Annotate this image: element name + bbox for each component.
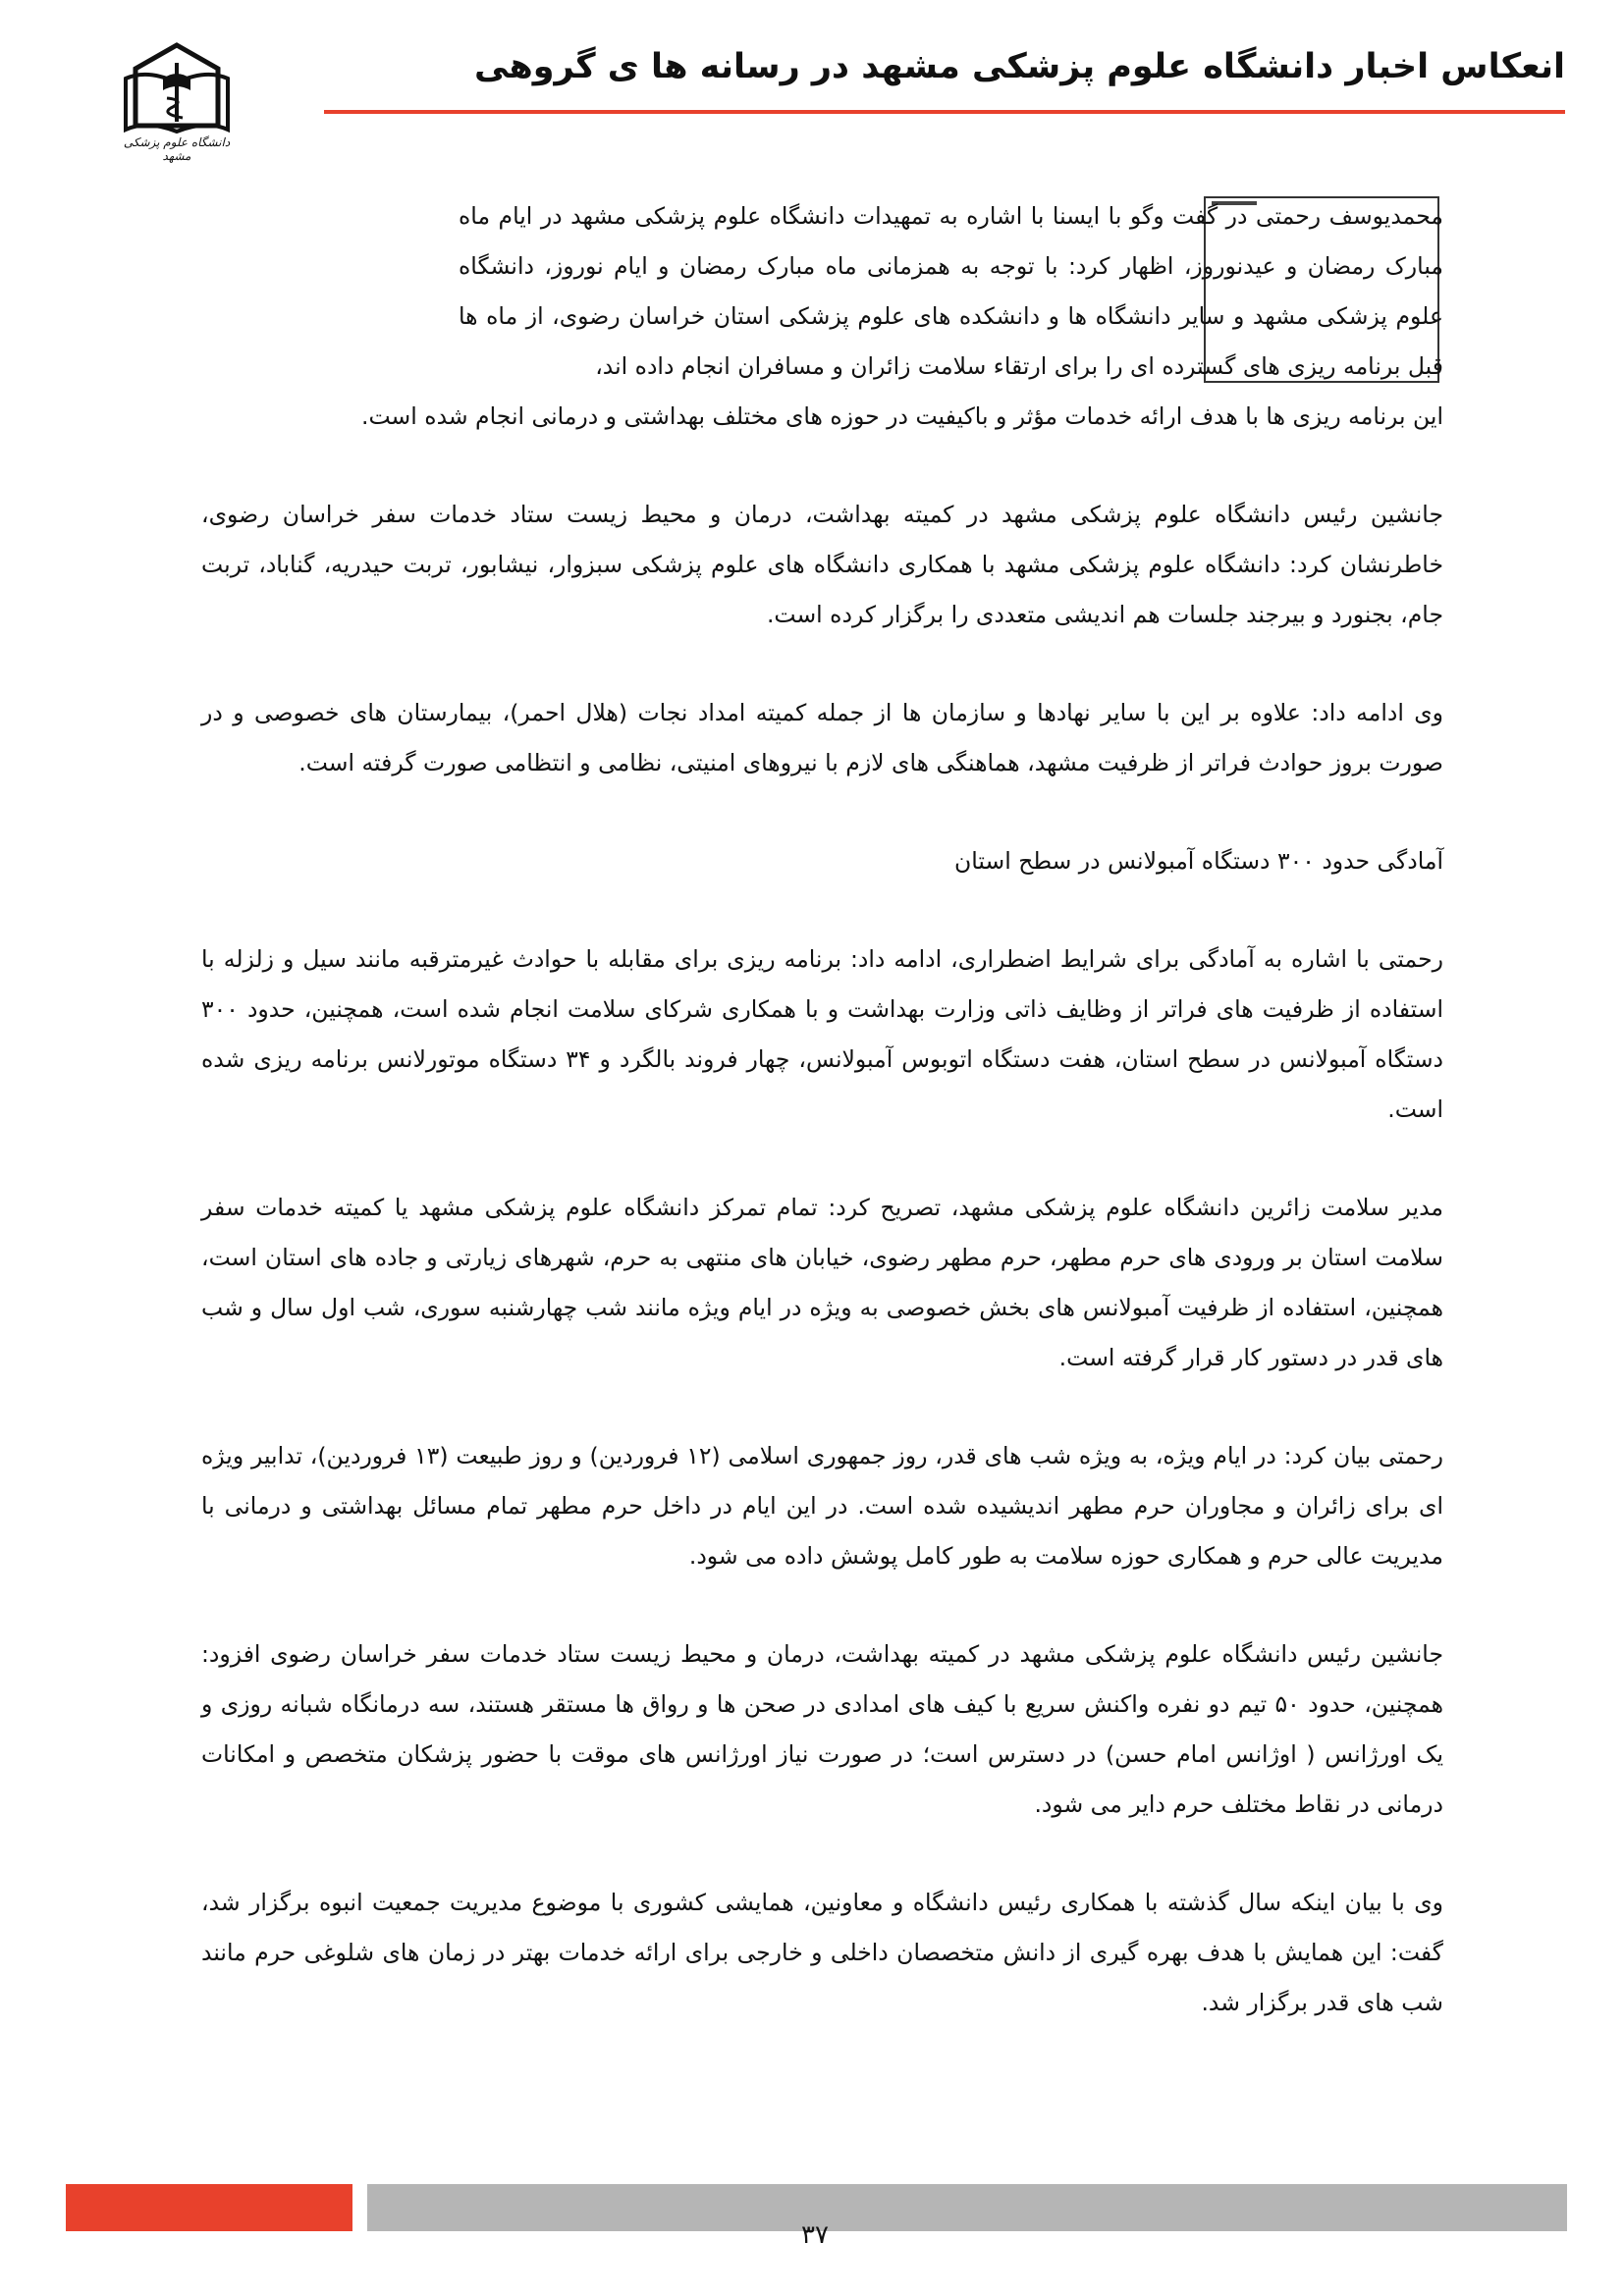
article-body [201, 191, 1443, 2076]
paragraph-5: مدیر سلامت زائرین دانشگاه علوم پزشکی مشهد، تصریح کرد: تمام تمرکز دانشگاه علوم پزشکی مشهد یا کمیته خدمات سفر سلامت استان بر ورودی های حرم مطهر، حرم مطهر رضوی، خیابان های منتهی به حرم، شهرهای زیارتی و جاده های استان است، همچنین، استفاده از ظرفیت آمبولانس های بخش خصوصی به ویژه در ایام ویژه مانند شب چهارشنبه سوری، شب اول سال و شب های قدر در دستور کار قرار گرفته است. [201, 1194, 1443, 1371]
paragraph-1-wrapped: محمدیوسف رحمتی در گفت وگو با ایسنا با اشاره به تمهیدات دانشگاه علوم پزشکی مشهد در ایام ماه مبارک رمضان و عیدنوروز، اظهار کرد: با توجه به همزمانی ماه مبارک رمضان و ایام نوروز، دانشگاه علوم پزشکی مشهد و سایر دانشگاه ها و دانشکده های علوم پزشکی استان خراسان رضوی، از ماه ها قبل برنامه ریزی های گسترده ای را برای ارتقاء سلامت زائران و مسافران انجام داده اند، [459, 202, 1443, 380]
section-subheading: آمادگی حدود ۳۰۰ دستگاه آمبولانس در سطح استان [954, 847, 1443, 875]
paragraph-4: رحمتی با اشاره به آمادگی برای شرایط اضطراری، ادامه داد: برنامه ریزی برای مقابله با حوادث غیرمترقبه مانند سیل و زلزله با استفاده از ظرفیت های فراتر از وظایف ذاتی وزارت بهداشت و با همکاری شرکای سلامت انجام شده است، همچنین، حدود ۳۰۰ دستگاه آمبولانس در سطح استان، هفت دستگاه اتوبوس آمبولانس، چهار فروند بالگرد و ۳۴ دستگاه موتورلانس برنامه ریزی شده است. [201, 945, 1443, 1123]
paragraph-7: جانشین رئیس دانشگاه علوم پزشکی مشهد در کمیته بهداشت، درمان و محیط زیست ستاد خدمات سفر خراسان رضوی افزود: همچنین، حدود ۵۰ تیم دو نفره واکنش سریع با کیف های امدادی در صحن ها و رواق ها مستقر هستند، سه درمانگاه شبانه روزی و یک اورژانس ( اوژانس امام حسن) در دسترس است؛ در صورت نیاز اورژانس های موقت با حضور پزشکان متخصص و امکانات درمانی در نقاط مختلف حرم دایر می شود. [201, 1640, 1444, 1818]
logo-emblem-icon [108, 39, 245, 137]
page-title: انعکاس اخبار دانشگاه علوم پزشکی مشهد در رسانه ها ی گروهی [474, 47, 1565, 86]
header-divider [324, 110, 1565, 114]
paragraph-8: وی با بیان اینکه سال گذشته با همکاری رئیس دانشگاه و معاونین، همایشی کشوری با موضوع مدیریت جمعیت انبوه برگزار شد، گفت: این همایش با هدف بهره گیری از دانش متخصصان داخلی و خارجی برای ارائه خدمات بهتر در زمان های شلوغی حرم مانند شب های قدر برگزار شد. [201, 1889, 1443, 2016]
logo-caption: دانشگاه علوم پزشکی مشهد [123, 135, 231, 163]
paragraph-2: جانشین رئیس دانشگاه علوم پزشکی مشهد در کمیته بهداشت، درمان و محیط زیست ستاد خدمات سفر خراسان رضوی، خاطرنشان کرد: دانشگاه علوم پزشکی مشهد با همکاری دانشگاه های علوم پزشکی سبزوار، نیشابور، تربت حیدریه، گناباد، تربت جام، بجنورد و بیرجند جلسات هم اندیشی متعددی را برگزار کرده است. [201, 501, 1443, 628]
paragraph-6: رحمتی بیان کرد: در ایام ویژه، به ویژه شب های قدر، روز جمهوری اسلامی (۱۲ فروردین) و روز طبیعت (۱۳ فروردین)، تدابیر ویژه ای برای زائران و مجاوران حرم مطهر اندیشیده شده است. در این ایام در داخل حرم مطهر تمام مسائل بهداشتی و درمانی با مدیریت عالی حرم و همکاری حوزه سلامت به طور کامل پوشش داده می شود. [201, 1442, 1443, 1570]
paragraph-3: وی ادامه داد: علاوه بر این با سایر نهادها و سازمان ها از جمله کمیته امداد نجات (هلال احمر)، بیمارستان های خصوصی و در صورت بروز حوادث فراتر از ظرفیت مشهد، هماهنگی های لازم با نیروهای امنیتی، نظامی و انتظامی صورت گرفته است. [201, 699, 1443, 776]
footer-accent-bar [66, 2184, 352, 2231]
paragraph-1 [201, 191, 1443, 442]
page-number: ۳۷ [801, 2220, 829, 2250]
university-logo [108, 39, 245, 167]
paragraph-1-tail: این برنامه ریزی ها با هدف ارائه خدمات مؤثر و باکیفیت در حوزه های مختلف بهداشتی و درمانی انجام شده است. [361, 402, 1443, 430]
footer-gray-bar [367, 2184, 1567, 2231]
page-header [108, 39, 1565, 118]
